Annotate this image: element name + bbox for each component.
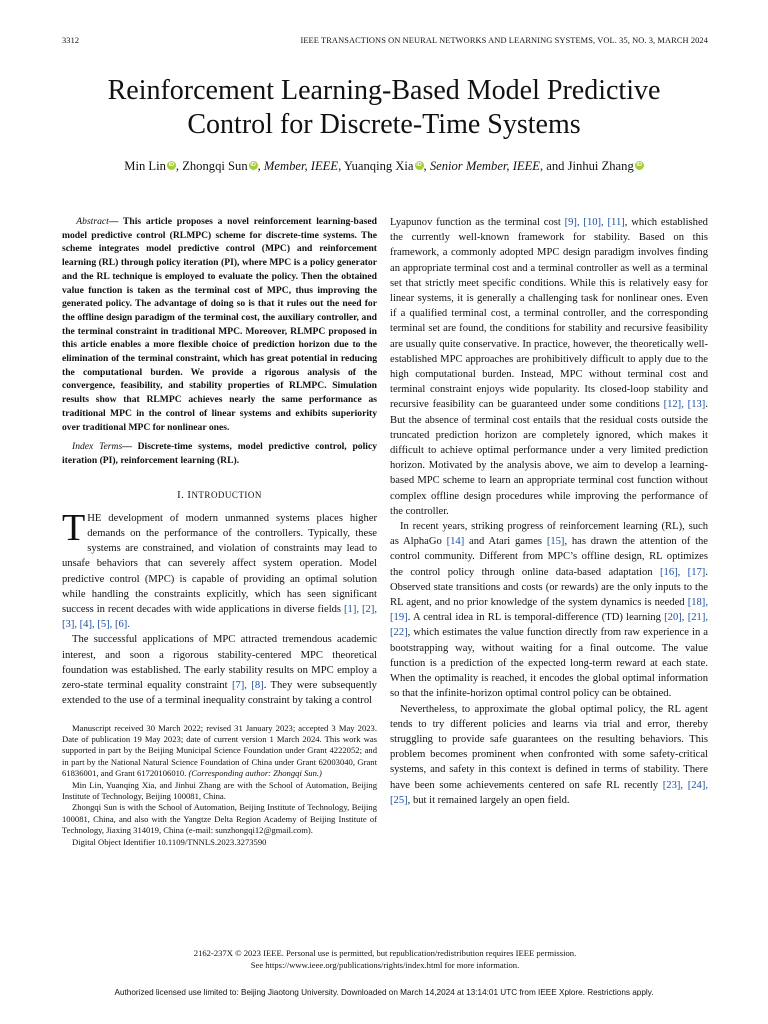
right-paragraph-2: In recent years, striking progress of reinforcement learning (RL), such as AlphaGo [14] and Atari games [15], has drawn the attention of the control community. Different from MPC’s offline design, RL optimizes the control policy through online data-based adaptation [16], [17]. Observed state transitions and costs (or rewards) are the only inputs to the RL agent, and no prior knowledge of the system dynamics is needed [18], [19]. A central idea in RL is temporal-difference (TD) learning [20], [21], [22], which estimates the value function directly from raw experience in a bootstrapping way, without waiting for a final outcome. The value function is a prediction of the expected long-term reward at each state. When the optimality is reached, it encodes the global optimal information so that the infinite-horizon optimal control policy can be obtained. bbox=[390, 521, 709, 700]
right-paragraph-3: Nevertheless, to approximate the global optimal policy, the RL agent tends to try different policies and learns via trial and error, thereby struggling to provide safe guarantees on the resulting behaviors. This problem becomes prominent when confronted with some safety-critical systems, and safety in this context is defined in terms of stability. There have been some achievements centered on safe RL recently [23], [24], [25], but it remained largely an open field. bbox=[390, 703, 709, 806]
intro-paragraph-1: THE development of modern unmanned systems places higher demands on the performance of the controllers. Typically, these systems are constrained, and violation of constraints may lead to unsafe behaviors that can severely affect system operation. Model predictive control (MPC) is capable of providing an optimal solution while handling the constraints explicitly, which has seen significant success in recent decades with wide applications in diverse fields [1], [2], [3], [4], [5], [6]. bbox=[62, 506, 377, 631]
footnote-affiliation-2: Zhongqi Sun is with the School of Automation, Beijing Institute of Technology, Beijing 100081, China, and also with the Yangtze Delta Region Academy of Beijing Institute of Technology, Jiaxing 314019, China (e-mail: sunzhongqi12@gmail.com). bbox=[62, 802, 377, 836]
author-role: Member, IEEE bbox=[263, 159, 339, 173]
right-column bbox=[390, 215, 708, 808]
abstract-label: Abstract bbox=[76, 216, 109, 227]
citation-link[interactable]: [16], [17] bbox=[660, 566, 706, 578]
citation-link[interactable]: [15] bbox=[546, 536, 565, 548]
citation-link[interactable]: [20], [21], [22] bbox=[390, 612, 708, 639]
index-terms-text: Discrete-time systems, model predictive control, policy iteration (PI), reinforcement learning (RL). bbox=[62, 441, 377, 466]
citation-link[interactable]: [18], [19] bbox=[390, 597, 708, 624]
license-banner: Authorized licensed use limited to: Beijing Jiaotong University. Downloaded on March 14,2024 at 13:14:01 UTC from IEEE Xplore. Restrictions apply. bbox=[114, 988, 654, 997]
citation-link[interactable]: [23], [24], [25] bbox=[390, 779, 709, 806]
orcid-icon[interactable]: iD bbox=[636, 162, 642, 168]
author-name: Zhongqi Sun bbox=[182, 159, 248, 173]
citation-link[interactable]: [9], [10], [11] bbox=[564, 217, 625, 228]
title-line-1: Reinforcement Learning-Based Model Predictive bbox=[107, 75, 661, 106]
intro-paragraph-2: The successful applications of MPC attracted tremendous academic interest, and soon a rigorous stability-centered MPC theoretical foundation was established. The early stability results on MPC employ a zero-state terminal equality constraint [7], [8]. They were subsequently extended to the use of a terminal inequality constraint by taking a control bbox=[62, 634, 377, 707]
running-header bbox=[62, 36, 708, 45]
right-paragraph-1: Lyapunov function as the terminal cost [9], [10], [11], which established the currently well-known framework for stability. Based on this framework, a commonly adopted MPC design paradigm involves finding an appropriate terminal cost and a terminal controller as well as a terminal set that strictly meet specific conditions. While this is relatively easy for linear systems, it is generally a challenging task for nonlinear ones. Even if a qualified terminal cost, a terminal controller, and the corresponding terminal set are found, the conditions for stability and recursive feasibility are usually quite conservative. In practice, however, the theoretically well-established MPC approaches are prohibitively difficult to apply due to the high computational burden. Instead, MPC without terminal cost and terminal constraint enjoys wide popularity. Its closed-loop stability and recursive feasibility can be guaranteed under some conditions [12], [13]. But the absence of terminal cost entails that the residual costs outside the truncated prediction horizon are completely ignored, which makes it difficult to achieve optimal performance under a very limited prediction horizon. Motivated by the analysis above, we aim to develop a learning-based MPC scheme to learn an appropriate terminal cost function without complex offline design procedures while improving the performance of the controller. bbox=[390, 217, 708, 517]
title-line-2: Control for Discrete-Time Systems bbox=[187, 109, 581, 140]
author-list: Min Lin iD , Zhongqi Sun iD , Member, IEEE, Yuanqing Xia iD , Senior Member, IEEE, and Jinhui Zhang iD bbox=[124, 159, 642, 173]
footnote-affiliation-1: Min Lin, Yuanqing Xia, and Jinhui Zhang are with the School of Automation, Beijing Institute of Technology, Beijing 100081, China. bbox=[62, 779, 377, 801]
orcid-icon[interactable]: iD bbox=[416, 162, 422, 168]
author-name: Jinhui Zhang bbox=[567, 159, 634, 173]
drop-cap: T bbox=[62, 506, 86, 549]
page-number: 3312 bbox=[62, 36, 80, 45]
index-terms-label: Index Terms bbox=[72, 441, 123, 453]
journal-name: IEEE TRANSACTIONS ON NEURAL NETWORKS AND LEARNING SYSTEMS, VOL. 35, NO. 3, MARCH 2024 bbox=[300, 36, 708, 45]
author-name: Yuanqing Xia bbox=[343, 159, 414, 173]
footnote bbox=[62, 723, 377, 848]
footnote-manuscript: Manuscript received 30 March 2022; revised 31 January 2023; accepted 3 May 2023. Date of publication 19 May 2023; date of current version 1 March 2024. This work was supported in part by the Beijing Municipal Science Foundation under Grant 4222052; and in part by the National Natural Science Foundation of China under Grant 62003040, Grant 61836001, and Grant 61720106010. (Corresponding author: Zhongqi Sun.) bbox=[62, 722, 377, 779]
citation-link[interactable]: [1], [2], [3], [4], [5], [6]. bbox=[62, 604, 377, 631]
section-heading-introduction: I. INTRODUCTION bbox=[177, 489, 262, 501]
author-name: Min Lin bbox=[124, 159, 166, 173]
copyright-notice: 2162-237X © 2023 IEEE. Personal use is permitted, but republication/redistribution requires IEEE permission. See https://www.ieee.org/publications/rights/index.html for more information. bbox=[193, 948, 577, 970]
footnote-doi: Digital Object Identifier 10.1109/TNNLS.2023.3273590 bbox=[72, 836, 267, 847]
citation-link[interactable]: [7], [8] bbox=[231, 680, 264, 692]
author-role: Senior Member, IEEE bbox=[429, 159, 540, 173]
orcid-icon[interactable]: iD bbox=[250, 162, 256, 168]
citation-link[interactable]: [14] bbox=[446, 536, 465, 548]
orcid-icon[interactable]: iD bbox=[168, 162, 175, 168]
paper-title bbox=[40, 74, 728, 142]
abstract-text: This article proposes a novel reinforcement learning-based model predictive control (RLMPC) scheme for discrete-time systems. The scheme integrates model predictive control (MPC) and reinforcement learning (RL) through policy iteration (PI), where MPC is a policy generator and the RL technique is employed to evaluate the policy. Then the obtained value function is taken as the terminal cost of MPC, thus improving the generated policy. The advantage of doing so is that it rules out the need for the offline design paradigm of the terminal cost, the auxiliary controller, and the terminal constraint in traditional MPC. Moreover, RLMPC proposed in this article enables a more flexible choice of prediction horizon due to the elimination of the terminal constraint, which has great potential in reducing the computational burden. We provide a rigorous analysis of the convergence, feasibility, and stability properties of RLMPC. Simulation results show that RLMPC achieves nearly the same performance as traditional MPC in the control of linear systems and exhibits superiority over traditional MPC for nonlinear ones. bbox=[62, 216, 377, 433]
index-terms: Index Terms— Discrete-time systems, model predictive control, policy iteration (PI), reinforcement learning (RL). bbox=[62, 441, 377, 466]
abstract: Abstract— This article proposes a novel reinforcement learning-based model predictive control (RLMPC) scheme for discrete-time systems. The scheme integrates model predictive control (MPC) and reinforcement learning (RL) through policy iteration (PI), where MPC is a policy generator and the RL technique is employed to evaluate the policy. Then the obtained value function is taken as the terminal cost of MPC, thus improving the generated policy. The advantage of doing so is that it rules out the need for the offline design paradigm of the terminal cost, the auxiliary controller, and the terminal constraint in traditional MPC. Moreover, RLMPC proposed in this article enables a more flexible choice of prediction horizon due to the elimination of the terminal constraint, which has great potential in reducing the computational burden. We provide a rigorous analysis of the convergence, feasibility, and stability properties of RLMPC. Simulation results show that RLMPC achieves nearly the same performance as traditional MPC in the control of linear systems and exhibits superiority over traditional MPC for nonlinear ones. bbox=[62, 216, 377, 433]
left-column bbox=[62, 215, 377, 848]
citation-link[interactable]: [12], [13] bbox=[663, 399, 706, 411]
